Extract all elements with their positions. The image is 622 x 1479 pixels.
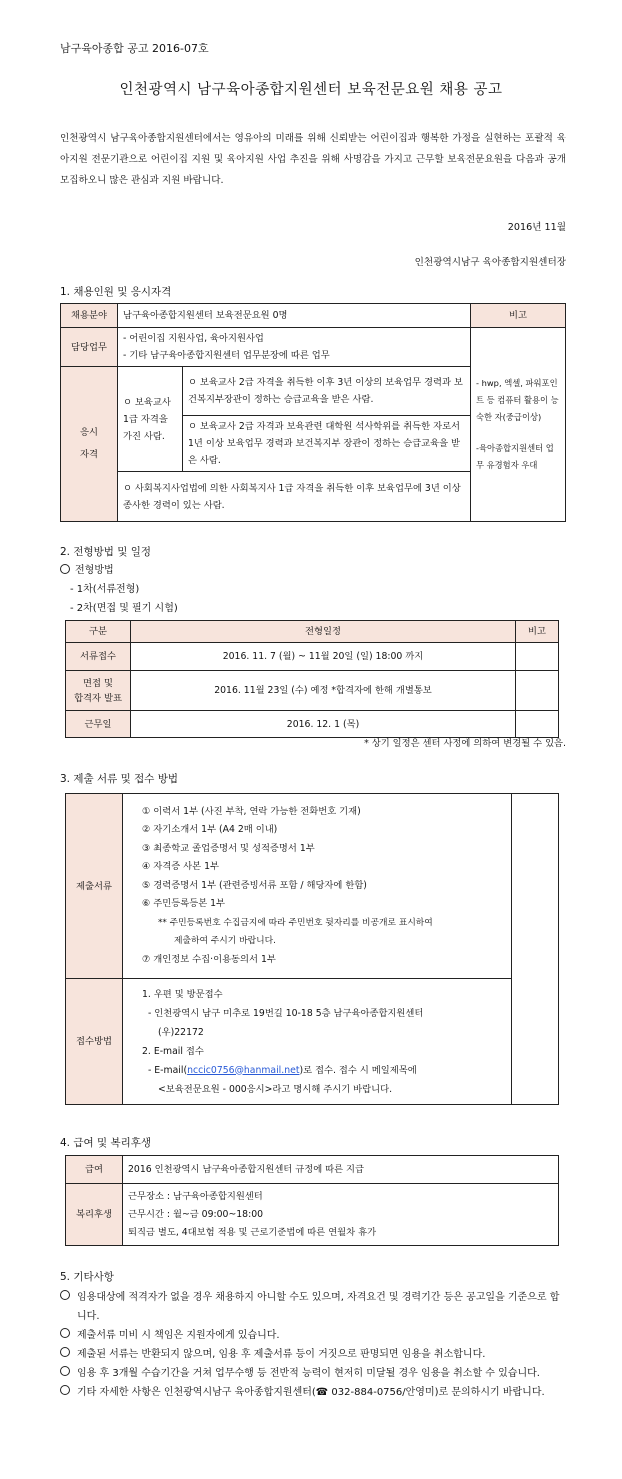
welfare-label: 복리후생 (66, 1184, 123, 1246)
field-value: 남구육아종합지원센터 보육전문요원 0명 (118, 304, 471, 328)
circle-bullet-icon (60, 1366, 70, 1376)
col-remark: 비고 (516, 621, 559, 643)
method-list (123, 979, 512, 1105)
duty-item: - 기타 남구육아종합지원센터 업무분장에 따른 업무 (123, 350, 330, 361)
table-row-label: 면접 및 합격자 발표 (66, 671, 131, 711)
table-row-remark (516, 711, 559, 738)
circle-bullet-icon (60, 1328, 70, 1338)
list-item: 제출된 서류는 반환되지 않으며, 임용 후 제출서류 등이 거짓으로 판명되면 임용을 취소합니다. (60, 1345, 566, 1364)
recruitment-table (60, 303, 566, 522)
qual-teacher: ㅇ 보육교사 1급 자격을 가진 사람. (118, 367, 183, 472)
duty-item: - 어린이집 지원사업, 육아지원사업 (123, 333, 264, 344)
list-item: 임용대상에 적격자가 없을 경우 채용하지 아니할 수도 있으며, 자격요건 및 경력기간 등은 공고일을 기준으로 합니다. (60, 1288, 566, 1326)
method-label: 접수방법 (66, 979, 123, 1105)
table-row-label: 서류접수 (66, 643, 131, 671)
remark-label: 비고 (471, 304, 566, 328)
section2-heading: 2. 전형방법 및 일정 (60, 546, 152, 558)
section3-heading: 3. 제출 서류 및 접수 방법 (60, 773, 178, 785)
section5-heading: 5. 기타사항 (60, 1271, 114, 1283)
method-item: 1. 우편 및 방문접수 (142, 988, 223, 1000)
documents-table (65, 793, 559, 1105)
welfare-value (123, 1184, 559, 1246)
docs-list (123, 794, 512, 979)
remark-item: - hwp, 엑셀, 파워포인트 등 컴퓨터 활용이 능숙한 자(중급이상) (476, 378, 559, 422)
step-2: - 2차(면접 및 필기 시험) (70, 603, 178, 614)
list-item: 임용 후 3개월 수습기간을 거쳐 업무수행 등 전반적 능력이 현저히 미달될 경우 임용을 취소할 수 있습니다. (60, 1364, 566, 1383)
circle-bullet-icon (60, 1347, 70, 1357)
table-row-label: 근무일 (66, 711, 131, 738)
welfare-item: 근무시간 : 월~금 09:00~18:00 (128, 1208, 264, 1220)
table-row-remark (516, 671, 559, 711)
method-email-line: - E-mail(nccic0756@hanmail.net)로 접수. 접수 시 메일제목에 (148, 1064, 417, 1076)
doc-item: ⑦ 개인정보 수집·이용동의서 1부 (142, 953, 276, 965)
doc-item: ⑤ 경력증명서 1부 (관련증빙서류 포함 / 해당자에 한함) (142, 879, 367, 891)
salary-table (65, 1155, 559, 1246)
col-schedule: 전형일정 (131, 621, 516, 643)
welfare-item: 근무장소 : 남구육아종합지원센터 (128, 1190, 263, 1202)
duty-label: 담당업무 (61, 328, 118, 367)
document-number: 남구육아종합 공고 2016-07호 (60, 42, 209, 55)
circle-bullet-icon (60, 1290, 70, 1300)
schedule-note: * 상기 일정은 센터 사정에 의하여 변경될 수 있음. (364, 738, 566, 749)
step-1: - 1차(서류전형) (70, 584, 140, 595)
pay-label: 급여 (66, 1156, 123, 1184)
table-row-value: 2016. 11. 7 (월) ~ 11월 20일 (일) 18:00 까지 (131, 643, 516, 671)
issuer: 인천광역시남구 육아종합지원센터장 (414, 257, 566, 268)
qual-option-b: ㅇ 보육교사 2급 자격과 보육관련 대학원 석사학위를 취득한 자로서 1년 이상 보육업무 경력과 보건복지부 장관이 정하는 승급교육을 받은 사람. (183, 416, 471, 472)
remark-item: -육아종합지원센터 업무 유경험자 우대 (476, 443, 554, 470)
method-zip: (우)22172 (158, 1026, 204, 1038)
schedule-table (65, 620, 559, 738)
remark-cell (471, 328, 566, 522)
section4-heading: 4. 급여 및 복리후생 (60, 1137, 152, 1149)
doc-note: 제출하여 주시기 바랍니다. (174, 936, 276, 947)
table-row-remark (516, 643, 559, 671)
list-item: 제출서류 미비 시 책임은 지원자에게 있습니다. (60, 1326, 566, 1345)
page-title: 인천광역시 남구육아종합지원센터 보육전문요원 채용 공고 (119, 82, 503, 98)
duty-value (118, 328, 471, 367)
section1-heading: 1. 채용인원 및 응시자격 (60, 286, 172, 298)
doc-item: ④ 자격증 사본 1부 (142, 861, 219, 873)
method-address: - 인천광역시 남구 미추로 19번길 10-18 5층 남구육아종합지원센터 (148, 1007, 424, 1019)
col-type: 구분 (66, 621, 131, 643)
docs-label: 제출서류 (66, 794, 123, 979)
pay-value: 2016 인천광역시 남구육아종합지원센터 규정에 따른 지급 (123, 1156, 559, 1184)
circle-bullet-icon (60, 564, 70, 574)
misc-list (60, 1288, 566, 1402)
table-row-value: 2016. 12. 1 (목) (131, 711, 516, 738)
doc-note: ** 주민등록번호 수집금지에 따라 주민번호 뒷자리를 비공개로 표시하여 (158, 917, 433, 928)
announcement-date: 2016년 11월 (507, 222, 566, 233)
method-subject: <보육전문요원 - 000응시>라고 명시해 주시기 바랍니다. (158, 1083, 393, 1095)
qual-option-a: ㅇ 보육교사 2급 자격을 취득한 이후 3년 이상의 보육업무 경력과 보건복지부장관이 정하는 승급교육을 받은 사람. (183, 367, 471, 416)
table-row-value: 2016. 11월 23일 (수) 예정 *합격자에 한해 개별통보 (131, 671, 516, 711)
circle-bullet-icon (60, 1385, 70, 1395)
qual-social-worker: ㅇ 사회복지사업법에 의한 사회복지사 1급 자격을 취득한 이후 보육업무에 3년 이상 종사한 경력이 있는 사람. (118, 472, 471, 522)
list-item: 기타 자세한 사항은 인천광역시남구 육아종합지원센터(☎ 032-884-0756/안영미)로 문의하시기 바랍니다. (60, 1383, 566, 1402)
method-label: 전형방법 (60, 561, 114, 580)
doc-item: ⑥ 주민등록등본 1부 (142, 898, 226, 910)
docs-remark (512, 794, 559, 1105)
field-label: 채용분야 (61, 304, 118, 328)
doc-item: ② 자기소개서 1부 (A4 2매 이내) (142, 824, 278, 836)
doc-item: ① 이력서 1부 (사진 부착, 연락 가능한 전화번호 기재) (142, 805, 361, 817)
method-item: 2. E-mail 접수 (142, 1045, 204, 1057)
email-link[interactable]: nccic0756@hanmail.net (187, 1064, 300, 1076)
doc-item: ③ 최종학교 졸업증명서 및 성적증명서 1부 (142, 842, 315, 854)
intro-paragraph: 인천광역시 남구육아종합지원센터에서는 영유아의 미래를 위해 신뢰받는 어린이집과 행복한 가정을 실현하는 포괄적 육아지원 전문기관으로 어린이집 지원 및 육아지원 사업 추진을 위해 사명감을 가지고 근무할 보육전문요원을 다음과 공개모집하오니 많은 관심과 지원 바랍니다. (60, 133, 567, 186)
qualification-label: 응시 자격 (61, 367, 118, 522)
welfare-item: 퇴직금 별도, 4대보험 적용 및 근로기준법에 따른 연월차 휴가 (128, 1226, 377, 1238)
